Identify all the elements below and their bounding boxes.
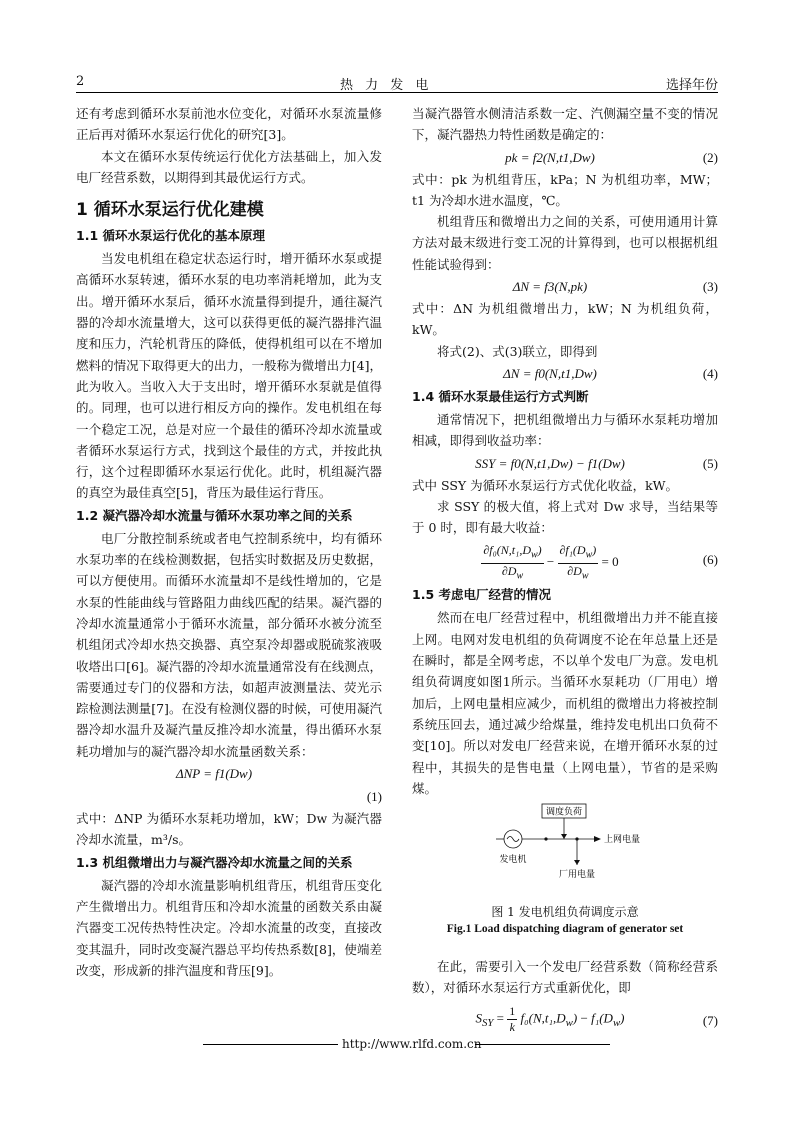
- header-rule: [76, 92, 718, 93]
- station-label: 厂用电量: [558, 870, 596, 881]
- equation-7: $S_{SY}$ = $\frac{1}{k}$ $f_0(N,t_1,D_w) - f_1(D_w)$ (7): [475, 1003, 718, 1034]
- equation-5-number: (5): [702, 455, 718, 471]
- figure-1: [412, 799, 718, 904]
- subsection-heading-1-2: 1.2 凝汽器冷却水流量与循环水泵功率之间的关系: [76, 507, 353, 523]
- grid-arrow: [594, 836, 601, 842]
- paragraph-1-4-b: 式中 SSY 为循环水泵运行方式优化收益，kW。: [412, 477, 679, 493]
- load-dispatch-diagram: [412, 799, 718, 904]
- equation-3: ΔN = f3(N,pk) (3): [412, 275, 718, 298]
- generator-wave-icon: [507, 837, 519, 842]
- equation-4-number: (4): [702, 365, 718, 381]
- equation-6-fraction-2: $\frac{\partial f_1(D_w)}{\partial D_w}$: [559, 543, 597, 582]
- dispatch-label: 调度负荷: [545, 807, 583, 818]
- section-heading-1: 1 循环水泵运行优化建模: [76, 200, 264, 221]
- figure-1-caption-en: Fig.1 Load dispatching diagram of generator set: [446, 923, 684, 936]
- subsection-heading-1-5: 1.5 考虑电厂经营的情况: [412, 587, 551, 603]
- paragraph-1-3-c: 当凝汽器管水侧清洁系数一定、汽侧漏空量不变的情况下，凝汽器热力特性函数是确定的：: [412, 106, 718, 143]
- page-number: 2: [76, 74, 85, 89]
- paragraph-1-2-b: 式中：ΔNP 为循环水泵耗功增加，kW；Dw 为凝汽器冷却水流量，m³/s。: [76, 811, 382, 848]
- equation-6-number: (6): [702, 552, 718, 568]
- paragraph-1-1: 当发电机组在稳定状态运行时，增开循环水泵或提高循环水泵转速，循环水泵的电功率消耗增加，此为支出。增开循环水泵后，循环水流量得到提升，通往凝汽器的冷却水流量增大，这可以获得更低的凝汽器排汽温度和压力，汽轮机背压的降低，使得机组可以在不增加燃料的情况下取得更大的出力，一般称为微增出力[4]，此为收入。当收入大于支出时，增开循环水泵就是值得的。同理，也可以进行相反方向的操作。发电机组在每一个稳定工况，总是对应一个最佳的循环冷却水流量或者循环水泵运行方式，找到这个最佳的方式，并按此执行，这个过程即循环水泵运行优化。此时，机组凝汽器的真空为最佳真空[5]，背压为最佳运行背压。: [76, 251, 382, 501]
- paragraph-1-3: 凝汽器的冷却水流量影响机组背压，机组背压变化产生微增出力。机组背压和冷却水流量的函数关系由凝汽器变工况传热特性决定。冷却水流量的改变，直接改变其温升，同时改变凝汽器总平均传热系数[8]，使端差改变，形成新的排汽温度和背压[9]。: [76, 877, 382, 978]
- paragraph-1-5: 然而在电厂经营过程中，机组微增出力并不能直接上网。电网对发电机组的负荷调度不论在年总量上还是在瞬时，都是全网考虑，不以单个发电厂为意。发电机组负荷调度如图1所示。当循环水泵耗功（厂用电）增加后，上网电量相应减少，而机组的微增出力将被控制系统压回去，通过减少给煤量，维持发电机出口负荷不变[10]。所以对发电厂经营来说，在增开循环水泵的过程中，其损失的是售电量（上网电量），节省的是采购煤。: [412, 610, 718, 796]
- subsection-heading-1-3: 1.3 机组微增出力与凝汽器冷却水流量之间的关系: [76, 854, 353, 870]
- equation-7-fraction: $\frac{1}{k}$: [509, 1003, 516, 1034]
- equation-2: pk = f2(N,t1,Dw) (2): [412, 146, 718, 169]
- junction-dot: [544, 838, 547, 841]
- footer-rule-left: [203, 1044, 338, 1045]
- equation-6: $\frac{\partial f_0(N,t_1,D_w)}{\partial D_w}$ − $\frac{\partial f_1(D_w)}{\partial D_w}$ = 0 (6): [483, 543, 718, 582]
- paragraph-1-3-f: 式中：ΔN 为机组微增出力，kW；N 为机组负荷，kW。: [412, 301, 718, 338]
- equation-4: ΔN = f0(N,t1,Dw) (4): [412, 362, 718, 385]
- intro-paragraph-1: 还有考虑到循环水泵前池水位变化，对循环水泵流量修正后再对循环水泵运行优化的研究[3]。: [76, 106, 382, 143]
- equation-6-tail: = 0: [601, 554, 619, 570]
- left-column: [76, 103, 382, 981]
- paragraph-1-3-g: 将式(2)、式(3)联立，即得到: [437, 343, 598, 359]
- issue-label: 选择年份: [665, 78, 718, 93]
- dispatch-arrow: [561, 834, 567, 839]
- equation-1-number: (1): [366, 789, 382, 805]
- equation-6-fraction-1: $\frac{\partial f_0(N,t_1,D_w)}{\partial D_w}$: [483, 543, 542, 582]
- paragraph-1-4-c: 求 SSY 的极大值，将上式对 Dw 求导，当结果等于 0 时，即有最大收益：: [412, 498, 718, 536]
- footer-url[interactable]: http://www.rlfd.com.cn: [342, 1037, 482, 1051]
- equation-7-number: (7): [702, 1012, 718, 1028]
- journal-title: 热 力 发 电: [340, 78, 433, 93]
- subsection-heading-1-1: 1.1 循环水泵运行优化的基本原理: [76, 228, 265, 244]
- equation-3-number: (3): [702, 279, 718, 295]
- figure-1-caption-cn: 图 1 发电机组负荷调度示意: [491, 905, 639, 920]
- equation-1-number-row: [76, 785, 382, 808]
- equation-2-number: (2): [702, 149, 718, 165]
- paragraph-1-3-e: 机组背压和微增出力之间的关系，可使用通用计算方法对最末级进行变工况的计算得到，也可以根据机组性能试验得到：: [412, 214, 718, 272]
- station-arrow: [574, 860, 580, 865]
- generator-label: 发电机: [499, 855, 527, 866]
- paragraph-1-5-b: 在此，需要引入一个发电厂经营系数（简称经营系数），对循环水泵运行方式重新优化，即: [412, 959, 718, 996]
- equation-1: ΔNP = f1(Dw): [175, 766, 253, 782]
- footer-rule-right: [475, 1044, 610, 1045]
- paragraph-1-4: 通常情况下，把机组微增出力与循环水泵耗功增加相减，即得到收益功率：: [412, 411, 718, 449]
- intro-paragraph-2: 本文在循环水泵传统运行优化方法基础上，加入发电厂经营系数，以期得到其最优运行方式。: [76, 148, 382, 185]
- grid-label: 上网电量: [604, 835, 641, 846]
- subsection-heading-1-4: 1.4 循环水泵最佳运行方式判断: [412, 388, 589, 404]
- paragraph-1-3-d: 式中：pk 为机组背压，kPa；N 为机组功率，MW；t1 为冷却水进水温度，℃。: [412, 171, 718, 208]
- right-column: [412, 103, 718, 1041]
- paragraph-1-2: 电厂分散控制系统或者电气控制系统中，均有循环水泵功率的在线检测数据，包括实时数据及历史数据，可以方便使用。而循环水流量却不是线性增加的，它是水泵的性能曲线与管路阻力曲线匹配的结果。凝汽器的冷却水流量通常小于循环水流量，部分循环水被分流至机组闭式冷却水热交换器、真空泵冷却器或脱硫浆液吸收塔出口[6]。凝汽器的冷却水流量通常没有在线测点，需要通过专门的仪器和方法，如超声波测量法、荧光示踪检测法测量[7]。在没有检测仪器的时候，可使用凝汽器冷却水温升及凝汽量反推冷却水流量，得出循环水泵耗功增加与的凝汽器冷却水流量函数关系：: [76, 530, 382, 759]
- equation-5: SSY = f0(N,t1,Dw) − f1(Dw) (5): [412, 452, 718, 475]
